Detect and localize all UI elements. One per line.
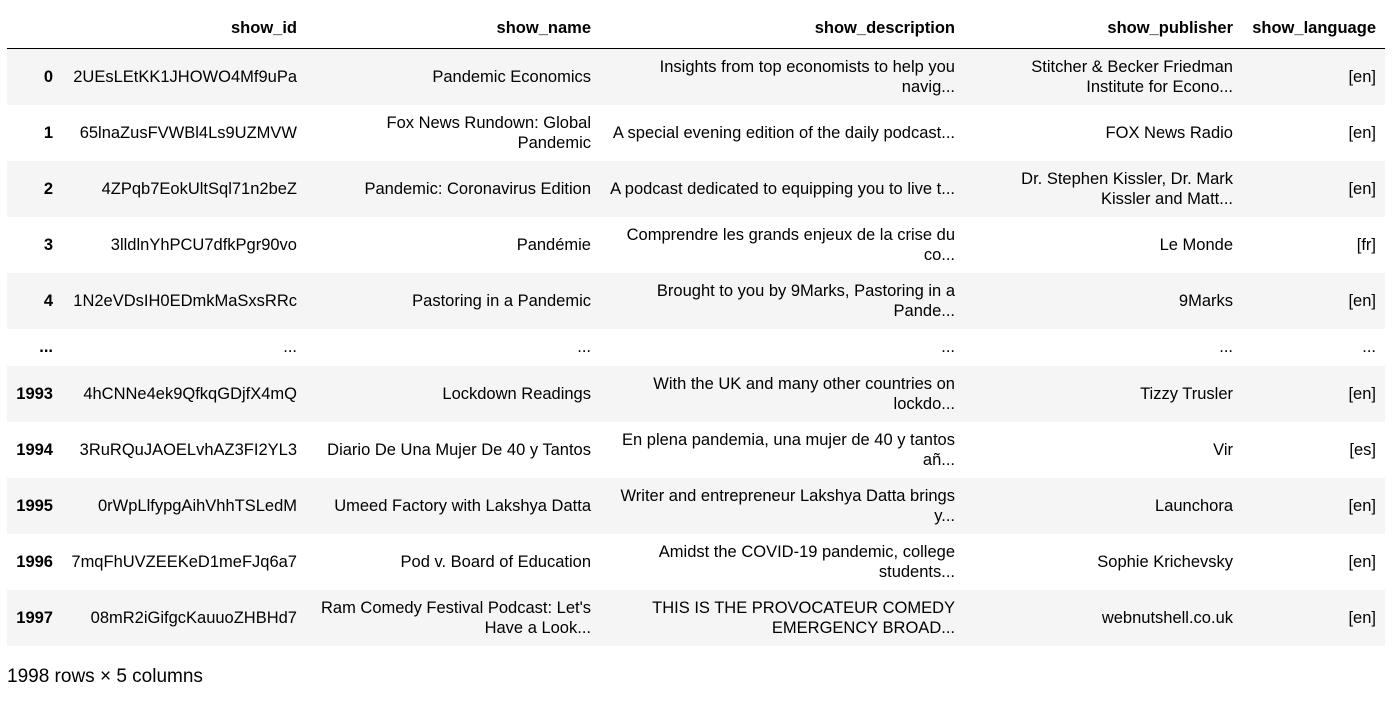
row-index: 0 bbox=[43, 67, 53, 86]
show-description-cell: Brought to you by 9Marks, Pastoring in a Pande... bbox=[656, 281, 955, 320]
table-row bbox=[7, 478, 1385, 534]
show-name-cell: Fox News Rundown: Global Pandemic bbox=[386, 113, 591, 152]
show-id-cell: 08mR2iGifgcKauuoZHBHd7 bbox=[90, 608, 297, 627]
show-name-cell: Umeed Factory with Lakshya Datta bbox=[334, 496, 591, 515]
show-publisher-cell: Stitcher & Becker Friedman Institute for Econo... bbox=[1031, 57, 1233, 96]
show-name-cell: Pandémie bbox=[516, 235, 591, 254]
show-id-cell: 3RuRQuJAOELvhAZ3FI2YL3 bbox=[79, 440, 297, 459]
column-header-show-name: show_name bbox=[306, 8, 600, 49]
show-description-cell: A podcast dedicated to equipping you to live t... bbox=[610, 179, 955, 198]
show-publisher-cell: 9Marks bbox=[1178, 291, 1233, 310]
show-name-cell: Pod v. Board of Education bbox=[400, 552, 591, 571]
row-index: 2 bbox=[43, 179, 53, 198]
show-publisher-cell: Tizzy Trusler bbox=[1140, 384, 1233, 403]
table-row bbox=[7, 422, 1385, 478]
row-index: 3 bbox=[43, 235, 53, 254]
show-description-cell: With the UK and many other countries on lockdo... bbox=[653, 374, 955, 413]
table-row bbox=[7, 590, 1385, 646]
row-index: 1994 bbox=[16, 440, 53, 459]
show-description-cell: A special evening edition of the daily podcast... bbox=[612, 123, 955, 142]
show-language-cell: [en] bbox=[1348, 291, 1376, 310]
show-id-cell: 65lnaZusFVWBl4Ls9UZMVW bbox=[79, 123, 297, 142]
show-name-cell: ... bbox=[577, 338, 591, 356]
show-name-cell: Diario De Una Mujer De 40 y Tantos bbox=[327, 440, 591, 459]
show-id-cell: 4hCNNe4ek9QfkqGDjfX4mQ bbox=[83, 384, 297, 403]
show-language-cell: [fr] bbox=[1356, 235, 1376, 254]
show-publisher-cell: Le Monde bbox=[1159, 235, 1233, 254]
row-index: 1 bbox=[43, 123, 53, 142]
show-language-cell: [en] bbox=[1348, 67, 1376, 86]
show-language-cell: [en] bbox=[1348, 123, 1376, 142]
show-language-cell: [en] bbox=[1348, 384, 1376, 403]
index-header bbox=[7, 8, 62, 49]
show-language-cell: [en] bbox=[1348, 496, 1376, 515]
table-row bbox=[7, 49, 1385, 105]
show-name-cell: Lockdown Readings bbox=[442, 384, 591, 403]
show-name-cell: Ram Comedy Festival Podcast: Let's Have a Look... bbox=[320, 598, 591, 637]
show-description-cell: ... bbox=[941, 338, 955, 356]
show-description-cell: En plena pandemia, una mujer de 40 y tantos añ... bbox=[622, 430, 955, 469]
table-row bbox=[7, 366, 1385, 422]
show-name-cell: Pastoring in a Pandemic bbox=[412, 291, 591, 310]
table-row bbox=[7, 217, 1385, 273]
show-description-cell: Amidst the COVID-19 pandemic, college students... bbox=[658, 542, 955, 581]
show-publisher-cell: Dr. Stephen Kissler, Dr. Mark Kissler and Matt... bbox=[1021, 169, 1233, 208]
show-publisher-cell: Launchora bbox=[1155, 496, 1233, 515]
show-name-cell: Pandemic Economics bbox=[432, 67, 591, 86]
column-header-show-publisher: show_publisher bbox=[964, 8, 1242, 49]
show-language-cell: [en] bbox=[1348, 552, 1376, 571]
show-description-cell: Writer and entrepreneur Lakshya Datta brings y... bbox=[620, 486, 955, 525]
show-language-cell: [en] bbox=[1348, 179, 1376, 198]
show-publisher-cell: FOX News Radio bbox=[1105, 123, 1233, 142]
show-publisher-cell: webnutshell.co.uk bbox=[1101, 608, 1233, 627]
table-row bbox=[7, 534, 1385, 590]
column-header-show-language: show_language bbox=[1242, 8, 1385, 49]
column-header-show-description: show_description bbox=[600, 8, 964, 49]
row-index: 1997 bbox=[16, 608, 53, 627]
row-index: 1993 bbox=[16, 384, 53, 403]
show-language-cell: [es] bbox=[1349, 440, 1376, 459]
table-row bbox=[7, 105, 1385, 161]
shape-summary: 1998 rows × 5 columns bbox=[7, 666, 203, 687]
show-publisher-cell: Vir bbox=[1213, 440, 1233, 459]
show-description-cell: THIS IS THE PROVOCATEUR COMEDY EMERGENCY BROAD... bbox=[652, 598, 955, 637]
table-row bbox=[7, 273, 1385, 329]
show-id-cell: 4ZPqb7EokUltSql71n2beZ bbox=[101, 179, 297, 198]
show-name-cell: Pandemic: Coronavirus Edition bbox=[364, 179, 591, 198]
show-publisher-cell: ... bbox=[1219, 338, 1233, 356]
column-header-show-id: show_id bbox=[62, 8, 306, 49]
row-index: ... bbox=[39, 338, 53, 356]
show-id-cell: 2UEsLEtKK1JHOWO4Mf9uPa bbox=[73, 67, 297, 86]
dataframe-output bbox=[7, 8, 1385, 646]
show-language-cell: ... bbox=[1362, 338, 1376, 356]
show-description-cell: Comprendre les grands enjeux de la crise du co... bbox=[626, 225, 955, 264]
dataframe-table bbox=[7, 8, 1385, 646]
table-body bbox=[7, 49, 1385, 646]
row-index: 1995 bbox=[16, 496, 53, 515]
show-language-cell: [en] bbox=[1348, 608, 1376, 627]
row-index: 1996 bbox=[16, 552, 53, 571]
table-row bbox=[7, 161, 1385, 217]
show-id-cell: 0rWpLlfypgAihVhhTSLedM bbox=[97, 496, 297, 515]
show-id-cell: 1N2eVDsIH0EDmkMaSxsRRc bbox=[73, 291, 297, 310]
show-id-cell: 7mqFhUVZEEKeD1meFJq6a7 bbox=[71, 552, 297, 571]
ellipsis-row bbox=[7, 329, 1385, 366]
row-index: 4 bbox=[43, 291, 53, 310]
show-publisher-cell: Sophie Krichevsky bbox=[1097, 552, 1233, 571]
table-header bbox=[7, 8, 1385, 49]
header-row bbox=[7, 8, 1385, 49]
show-id-cell: ... bbox=[283, 338, 297, 356]
show-id-cell: 3lldlnYhPCU7dfkPgr90vo bbox=[110, 235, 297, 254]
show-description-cell: Insights from top economists to help you navig... bbox=[659, 57, 955, 96]
